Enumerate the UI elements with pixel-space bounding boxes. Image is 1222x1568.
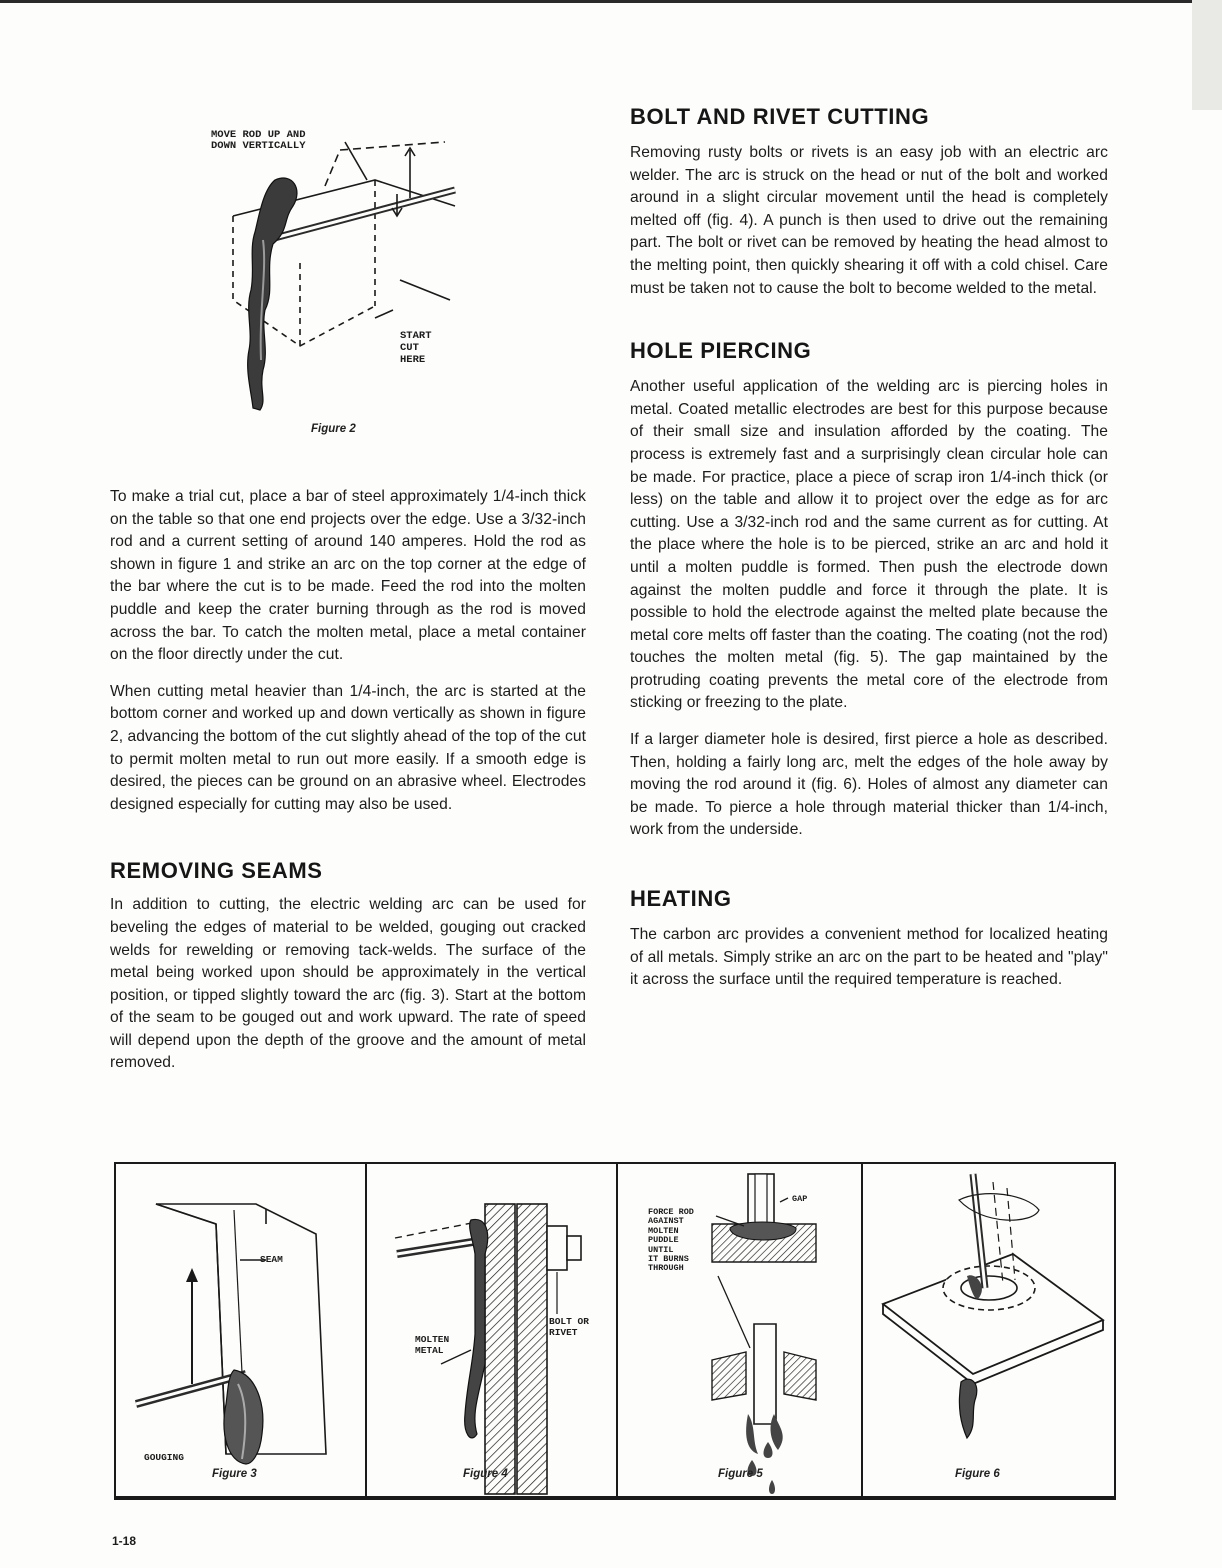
left-column: [110, 486, 586, 1075]
figure-4: [367, 1164, 618, 1496]
heading-removing-seams: REMOVING SEAMS: [110, 858, 323, 884]
label-bolt-or-rivet: BOLT OR RIVET: [549, 1316, 589, 1338]
figure-6-caption: Figure 6: [955, 1468, 1000, 1480]
label-molten-metal: MOLTEN METAL: [415, 1334, 450, 1356]
label-gap: GAP: [792, 1194, 808, 1204]
figure-3-caption: Figure 3: [212, 1468, 257, 1480]
figure-3-illustration: [116, 1164, 365, 1496]
right-column: [630, 104, 1108, 992]
paragraph-hole-piercing-1: Another useful application of the welding arc is piercing holes in metal. Coated metallic electrodes are best for this purpose because of their small size and insulation afforded by the coating. The process is extremely fast and a surprisingly clean circular hole can be made. For practice, place a piece of scrap iron 1/4-inch thick (or less) on the table and allow it to project over the edge as for arc cutting. Use a 3/32-inch rod and the same current as for cutting. At the place where the hole is to be pierced, strike an arc and hold it until a molten puddle is formed. Then push the electrode down against the molten puddle and force it through the plate. It is possible to hold the electrode against the melted plate because the metal core melts off faster than the coating. The coating (not the rod) touches the molten metal (fig. 5). The gap maintained by the protruding coating prevents the metal core of the electrode from sticking or freezing to the plate.: [630, 378, 1108, 712]
label-gouging: GOUGING: [144, 1452, 184, 1463]
label-seam: SEAM: [260, 1254, 283, 1265]
paragraph-bolt-rivet: Removing rusty bolts or rivets is an easy job with an electric arc welder. The arc is struck on the head or nut of the bolt and worked around in a slight circular movement until the head is completely melted off (fig. 4). A punch is then used to drive out the remaining part. The bolt or rivet can be removed by heating the head almost to the melting point, then quickly shearing it off with a cold chisel. Care must be taken not to cause the bolt to become welded to the metal.: [630, 144, 1108, 297]
figure-6-illustration: [863, 1164, 1114, 1496]
figure-4-caption: Figure 4: [463, 1468, 508, 1480]
figure-3: [116, 1164, 367, 1496]
top-rule: [0, 0, 1222, 3]
figure-strip: [114, 1162, 1116, 1500]
label-force-rod: FORCE ROD AGAINST MOLTEN PUDDLE UNTIL IT BURNS THROUGH: [648, 1207, 694, 1274]
label-start-cut: START CUT HERE: [400, 330, 432, 366]
figure-2-illustration: [205, 120, 465, 420]
figure-2: [205, 120, 465, 420]
heading-heating: HEATING: [630, 886, 732, 912]
page-number: 1-18: [112, 1534, 137, 1548]
figure-6: [863, 1164, 1114, 1496]
paragraph-removing-seams: In addition to cutting, the electric welding arc can be used for beveling the edges of material to be welded, gouging out cracked welds for rewelding or removing tack-welds. The surface of the metal being worked upon should be approximately in the vertical position, or tipped slightly toward the arc (fig. 3). Start at the bottom of the seam to be gouged out and work upward. The rate of speed will depend upon the depth of the groove and the amount of metal removed.: [110, 896, 586, 1072]
paragraph-heating: The carbon arc provides a convenient method for localized heating of all metals. Simply strike an arc on the part to be heated and "play" it across the surface until the required temperature is reached.: [630, 926, 1108, 989]
figure-2-caption: Figure 2: [311, 423, 356, 435]
heading-bolt-rivet-cutting: BOLT AND RIVET CUTTING: [630, 104, 930, 129]
paragraph-trial-cut: To make a trial cut, place a bar of steel approximately 1/4-inch thick on the table so that one end projects over the edge. Use a 3/32-inch rod and a current setting of around 140 amperes. Hold the rod as shown in figure 1 and strike an arc on the top corner at the edge of the bar where the cut is to be made. Feed the rod into the molten puddle and keep the crater burning through as the rod is moved across the bar. To catch the molten metal, place a metal container on the floor directly under the cut.: [110, 488, 586, 664]
figure-5: [618, 1164, 863, 1496]
paragraph-hole-piercing-2: If a larger diameter hole is desired, first pierce a hole as described. Then, holding a fairly long arc, melt the edges of the hole away by moving the rod around it (fig. 6). Holes of almost any diameter can be made. To pierce a hole through material thicker than 1/4-inch, work from the underside.: [630, 731, 1108, 839]
paragraph-heavier-metal: When cutting metal heavier than 1/4-inch, the arc is started at the bottom corner and worked up and down vertically as shown in figure 2, advancing the bottom of the cut slightly ahead of the top of the cut to permit molten metal to run out more easily. If a smooth edge is desired, the pieces can be ground on an abrasive wheel. Electrodes designed especially for cutting may also be used.: [110, 682, 587, 813]
figure-5-caption: Figure 5: [718, 1468, 763, 1480]
heading-hole-piercing: HOLE PIERCING: [630, 338, 812, 364]
label-move-rod: MOVE ROD UP AND DOWN VERTICALLY: [211, 129, 306, 152]
scan-edge: [1192, 0, 1222, 110]
